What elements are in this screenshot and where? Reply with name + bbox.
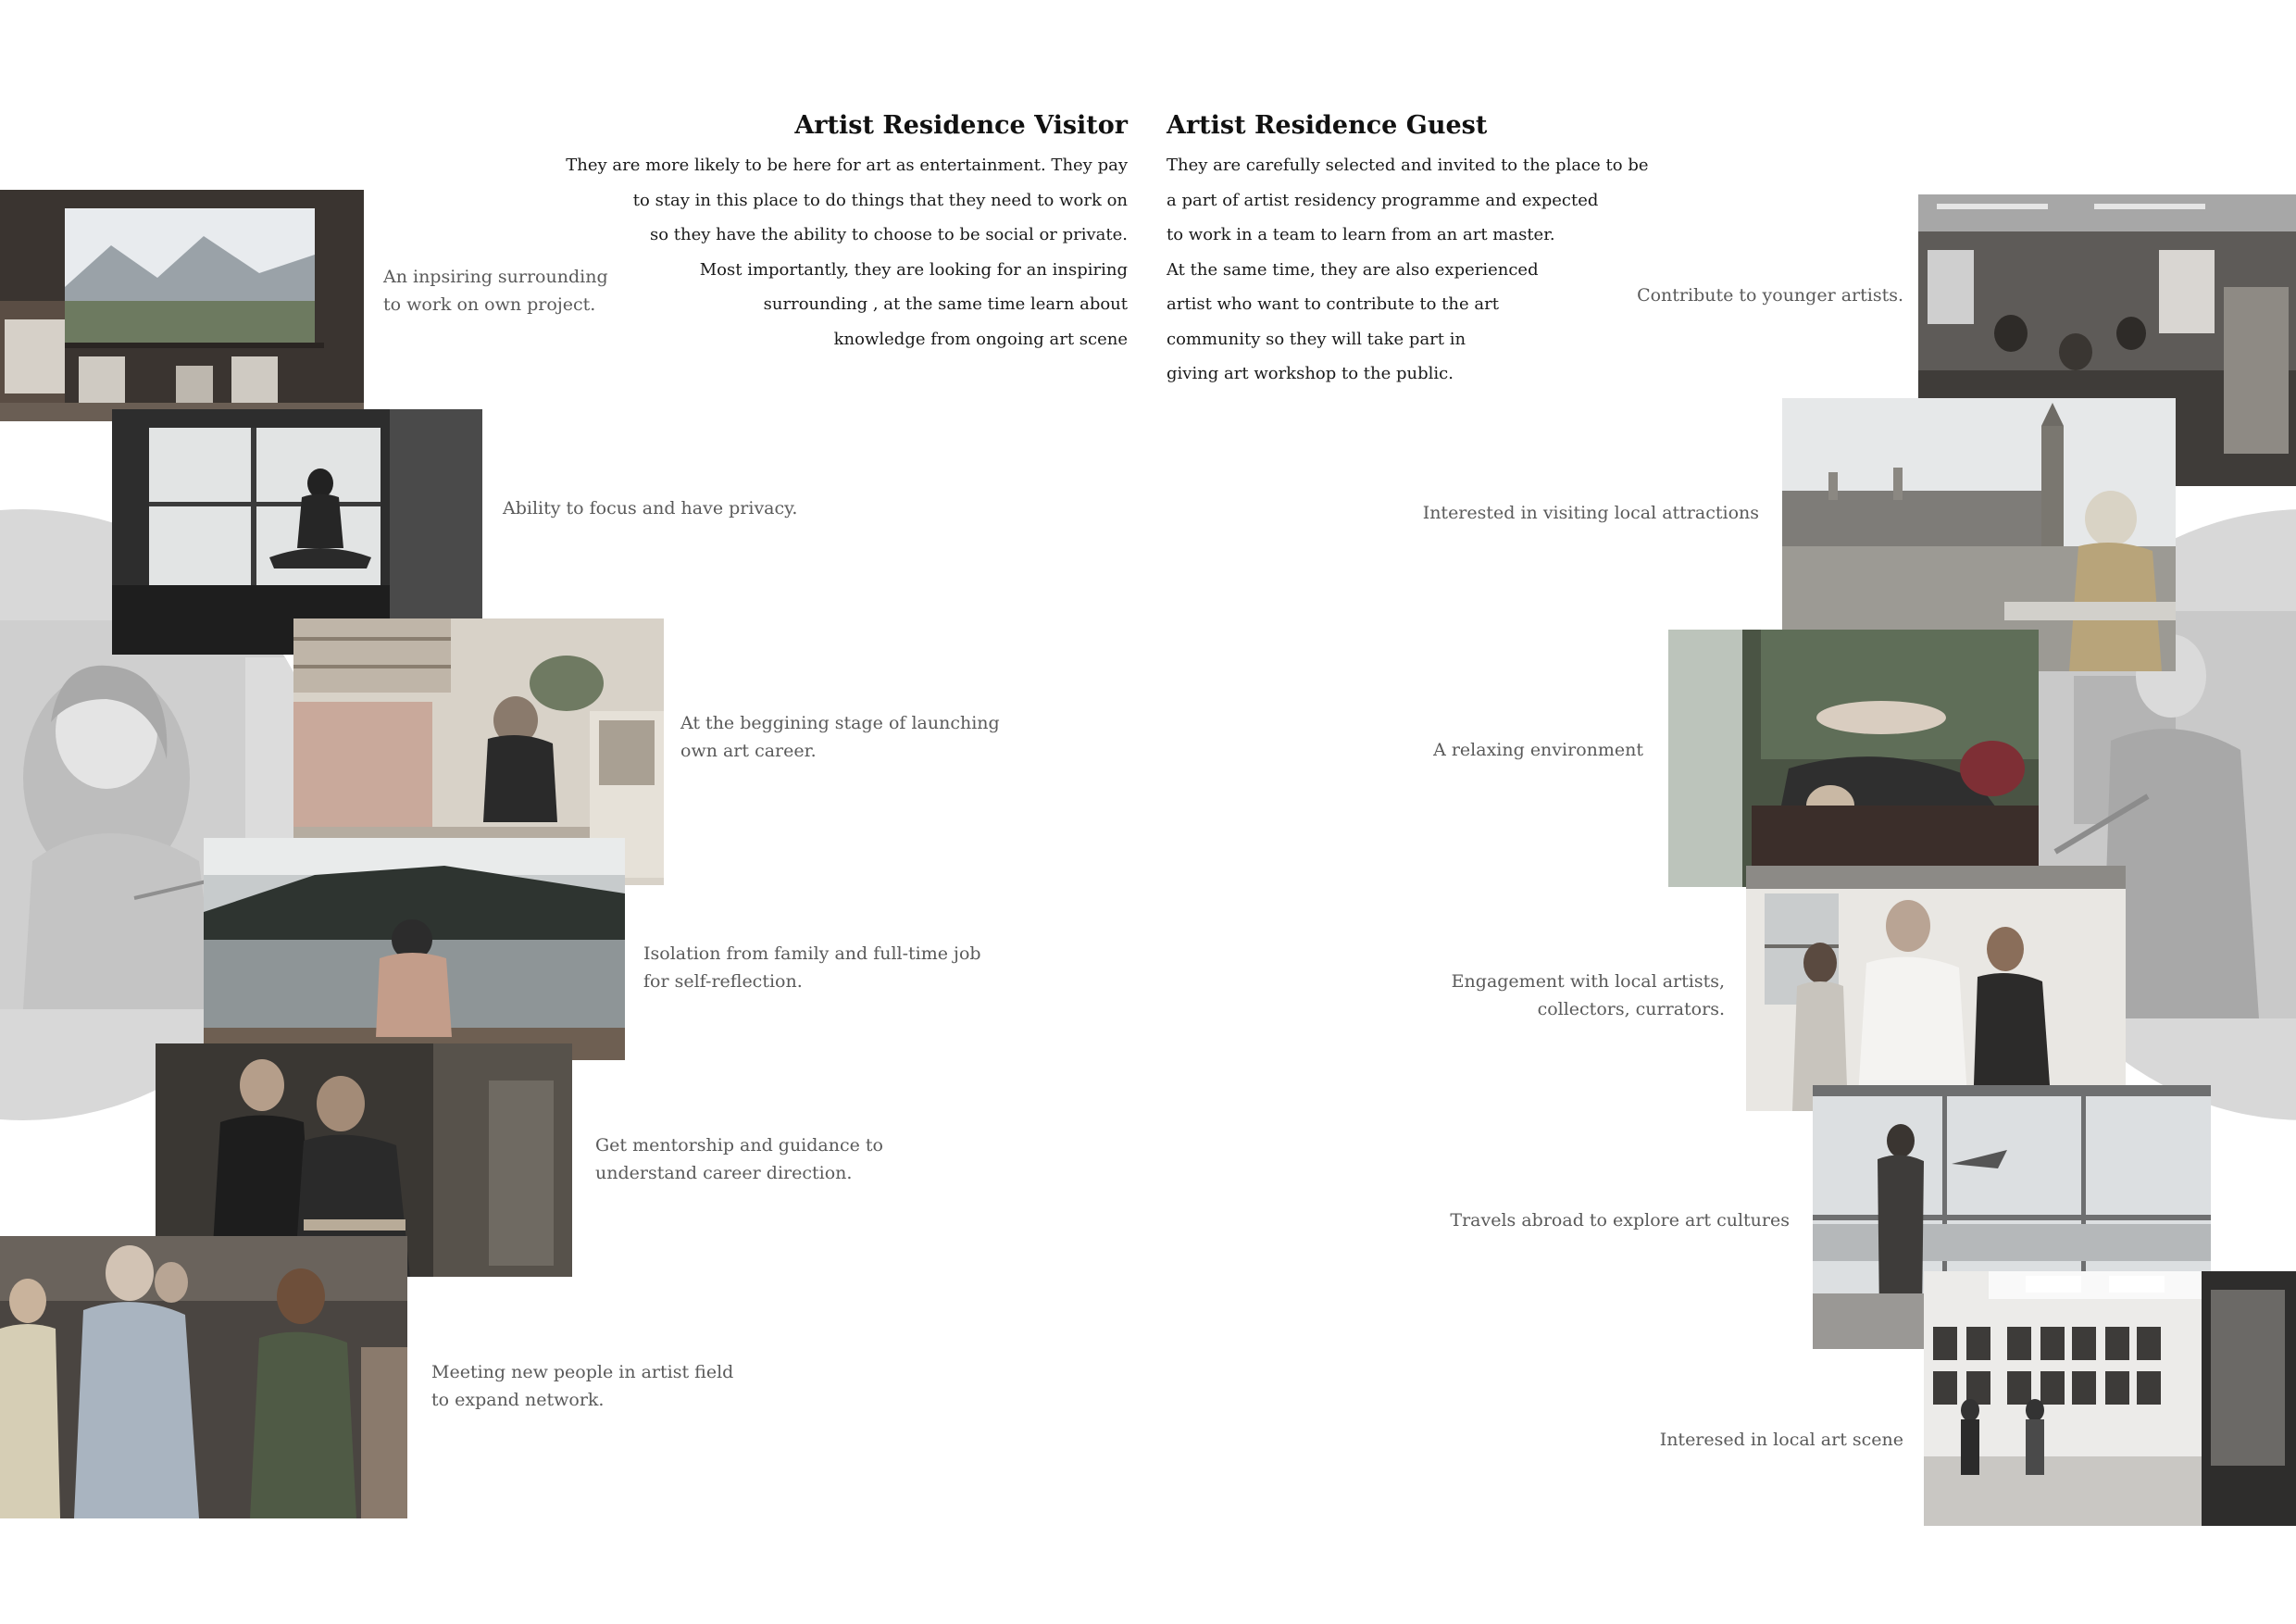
left-caption-4: Isolation from family and full-time job for self-reflection.: [643, 943, 981, 992]
visitor-heading: Artist Residence Visitor: [794, 111, 1128, 140]
left-caption-2: Ability to focus and have privacy.: [503, 498, 798, 518]
left-caption-3: At the beggining stage of launching own art career.: [680, 713, 1000, 761]
right-caption-2: Interested in visiting local attractions: [1422, 503, 1759, 523]
left-caption-6: Meeting new people in artist field to expand network.: [431, 1362, 734, 1410]
guest-description: They are carefully selected and invited to the place to be a part of artist residency programme and expected to work in a team to learn from an art master. At the same time, they are also experienced artist who want to contribute to the art community so they will take part in giving art workshop to the public.: [1167, 156, 1649, 383]
relaxing-woman-photo: [1668, 630, 2039, 887]
left-caption-1: An inpsiring surrounding to work on own project.: [383, 267, 608, 315]
left-caption-5: Get mentorship and guidance to understand career direction.: [595, 1135, 883, 1183]
right-caption-5: Travels abroad to explore art cultures: [1450, 1210, 1790, 1230]
visitor-description: They are more likely to be here for art as entertainment. They pay to stay in this place to do things that they need to work on so they have the ability to choose to be social or private. Most importantly, they are looking for an inspiring surrounding , at the same time learn about knowledge from ongoing art scene: [566, 156, 1128, 349]
right-caption-3: A relaxing environment: [1433, 740, 1643, 760]
right-caption-4: Engagement with local artists, collectors, currators.: [1451, 971, 1725, 1019]
lakeside-person-photo: [204, 838, 625, 1060]
mountain-view-bedroom-photo: [0, 190, 364, 421]
guest-heading: Artist Residence Guest: [1167, 111, 1488, 140]
gallery-visitors-photo: [1924, 1271, 2296, 1526]
networking-event-photo: [0, 1236, 407, 1518]
right-caption-6: Interesed in local art scene: [1659, 1430, 1903, 1450]
art-gallery-talk-photo: [1746, 866, 2126, 1111]
right-caption-1: Contribute to younger artists.: [1637, 285, 1903, 306]
